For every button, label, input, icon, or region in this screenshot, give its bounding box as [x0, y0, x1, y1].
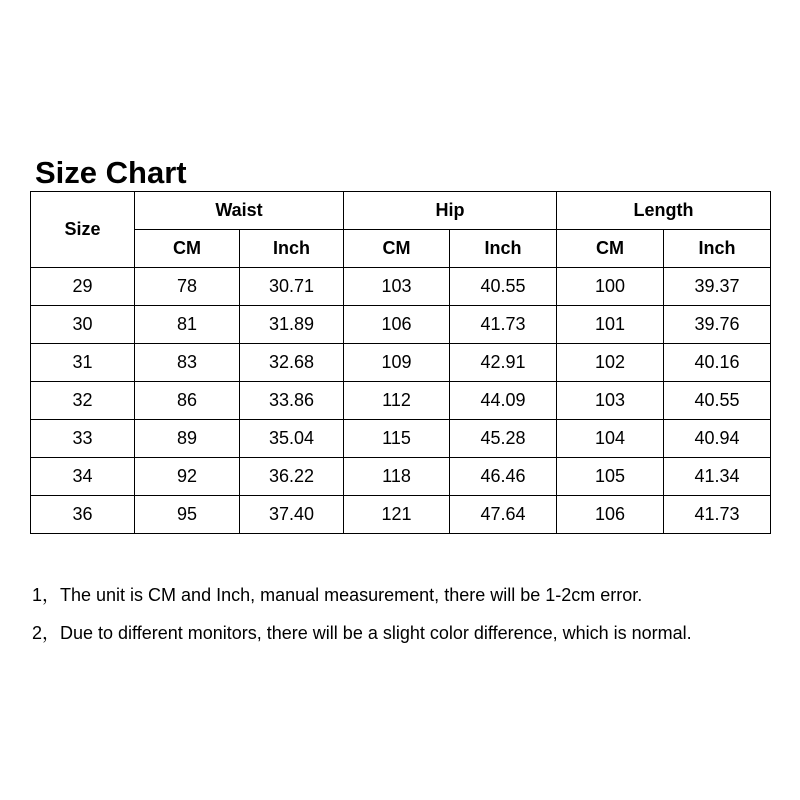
measurement-cell: 41.73: [450, 306, 557, 344]
note-line: 2，Due to different monitors, there will be a slight color difference, which is normal.: [32, 623, 692, 643]
measurement-cell: 92: [135, 458, 240, 496]
size-cell: 31: [31, 344, 135, 382]
measurement-cell: 40.94: [664, 420, 771, 458]
measurement-cell: 95: [135, 496, 240, 534]
group-header-length: Length: [557, 192, 771, 230]
size-cell: 29: [31, 268, 135, 306]
table-row: [31, 420, 771, 458]
unit-header: CM: [557, 230, 664, 268]
measurement-cell: 86: [135, 382, 240, 420]
table-row: [31, 306, 771, 344]
unit-header: CM: [135, 230, 240, 268]
measurement-cell: 103: [344, 268, 450, 306]
measurement-cell: 101: [557, 306, 664, 344]
measurement-cell: 32.68: [240, 344, 344, 382]
group-header-hip: Hip: [344, 192, 557, 230]
size-chart-table: [30, 191, 771, 534]
measurement-cell: 115: [344, 420, 450, 458]
note-line: 1，The unit is CM and Inch, manual measurement, there will be 1-2cm error.: [32, 585, 643, 605]
size-cell: 34: [31, 458, 135, 496]
group-header-waist: Waist: [135, 192, 344, 230]
table-row: [31, 458, 771, 496]
size-cell: 33: [31, 420, 135, 458]
measurement-cell: 39.76: [664, 306, 771, 344]
measurement-cell: 121: [344, 496, 450, 534]
measurement-cell: 41.73: [664, 496, 771, 534]
measurement-cell: 30.71: [240, 268, 344, 306]
group-header-row: [31, 192, 771, 230]
measurement-cell: 45.28: [450, 420, 557, 458]
measurement-cell: 40.16: [664, 344, 771, 382]
measurement-cell: 106: [557, 496, 664, 534]
measurement-cell: 40.55: [664, 382, 771, 420]
unit-header: Inch: [240, 230, 344, 268]
measurement-cell: 118: [344, 458, 450, 496]
measurement-cell: 44.09: [450, 382, 557, 420]
measurement-cell: 104: [557, 420, 664, 458]
measurement-cell: 37.40: [240, 496, 344, 534]
size-cell: 32: [31, 382, 135, 420]
measurement-cell: 31.89: [240, 306, 344, 344]
measurement-cell: 41.34: [664, 458, 771, 496]
table-row: [31, 344, 771, 382]
measurement-cell: 78: [135, 268, 240, 306]
measurement-cell: 100: [557, 268, 664, 306]
measurement-cell: 83: [135, 344, 240, 382]
table-row: [31, 382, 771, 420]
measurement-cell: 105: [557, 458, 664, 496]
unit-header: CM: [344, 230, 450, 268]
measurement-cell: 35.04: [240, 420, 344, 458]
measurement-cell: 39.37: [664, 268, 771, 306]
measurement-cell: 46.46: [450, 458, 557, 496]
measurement-cell: 36.22: [240, 458, 344, 496]
unit-header: Inch: [664, 230, 771, 268]
measurement-cell: 42.91: [450, 344, 557, 382]
measurement-cell: 33.86: [240, 382, 344, 420]
unit-header: Inch: [450, 230, 557, 268]
measurement-cell: 103: [557, 382, 664, 420]
measurement-cell: 106: [344, 306, 450, 344]
measurement-cell: 40.55: [450, 268, 557, 306]
size-cell: 30: [31, 306, 135, 344]
table-body: [31, 268, 771, 534]
measurement-cell: 112: [344, 382, 450, 420]
table-row: [31, 268, 771, 306]
measurement-cell: 102: [557, 344, 664, 382]
size-header: Size: [31, 192, 135, 268]
measurement-cell: 47.64: [450, 496, 557, 534]
page-title: Size Chart: [35, 155, 187, 190]
measurement-cell: 109: [344, 344, 450, 382]
measurement-cell: 89: [135, 420, 240, 458]
table-row: [31, 496, 771, 534]
notes: [32, 576, 777, 652]
unit-header-row: [31, 230, 771, 268]
size-cell: 36: [31, 496, 135, 534]
measurement-cell: 81: [135, 306, 240, 344]
